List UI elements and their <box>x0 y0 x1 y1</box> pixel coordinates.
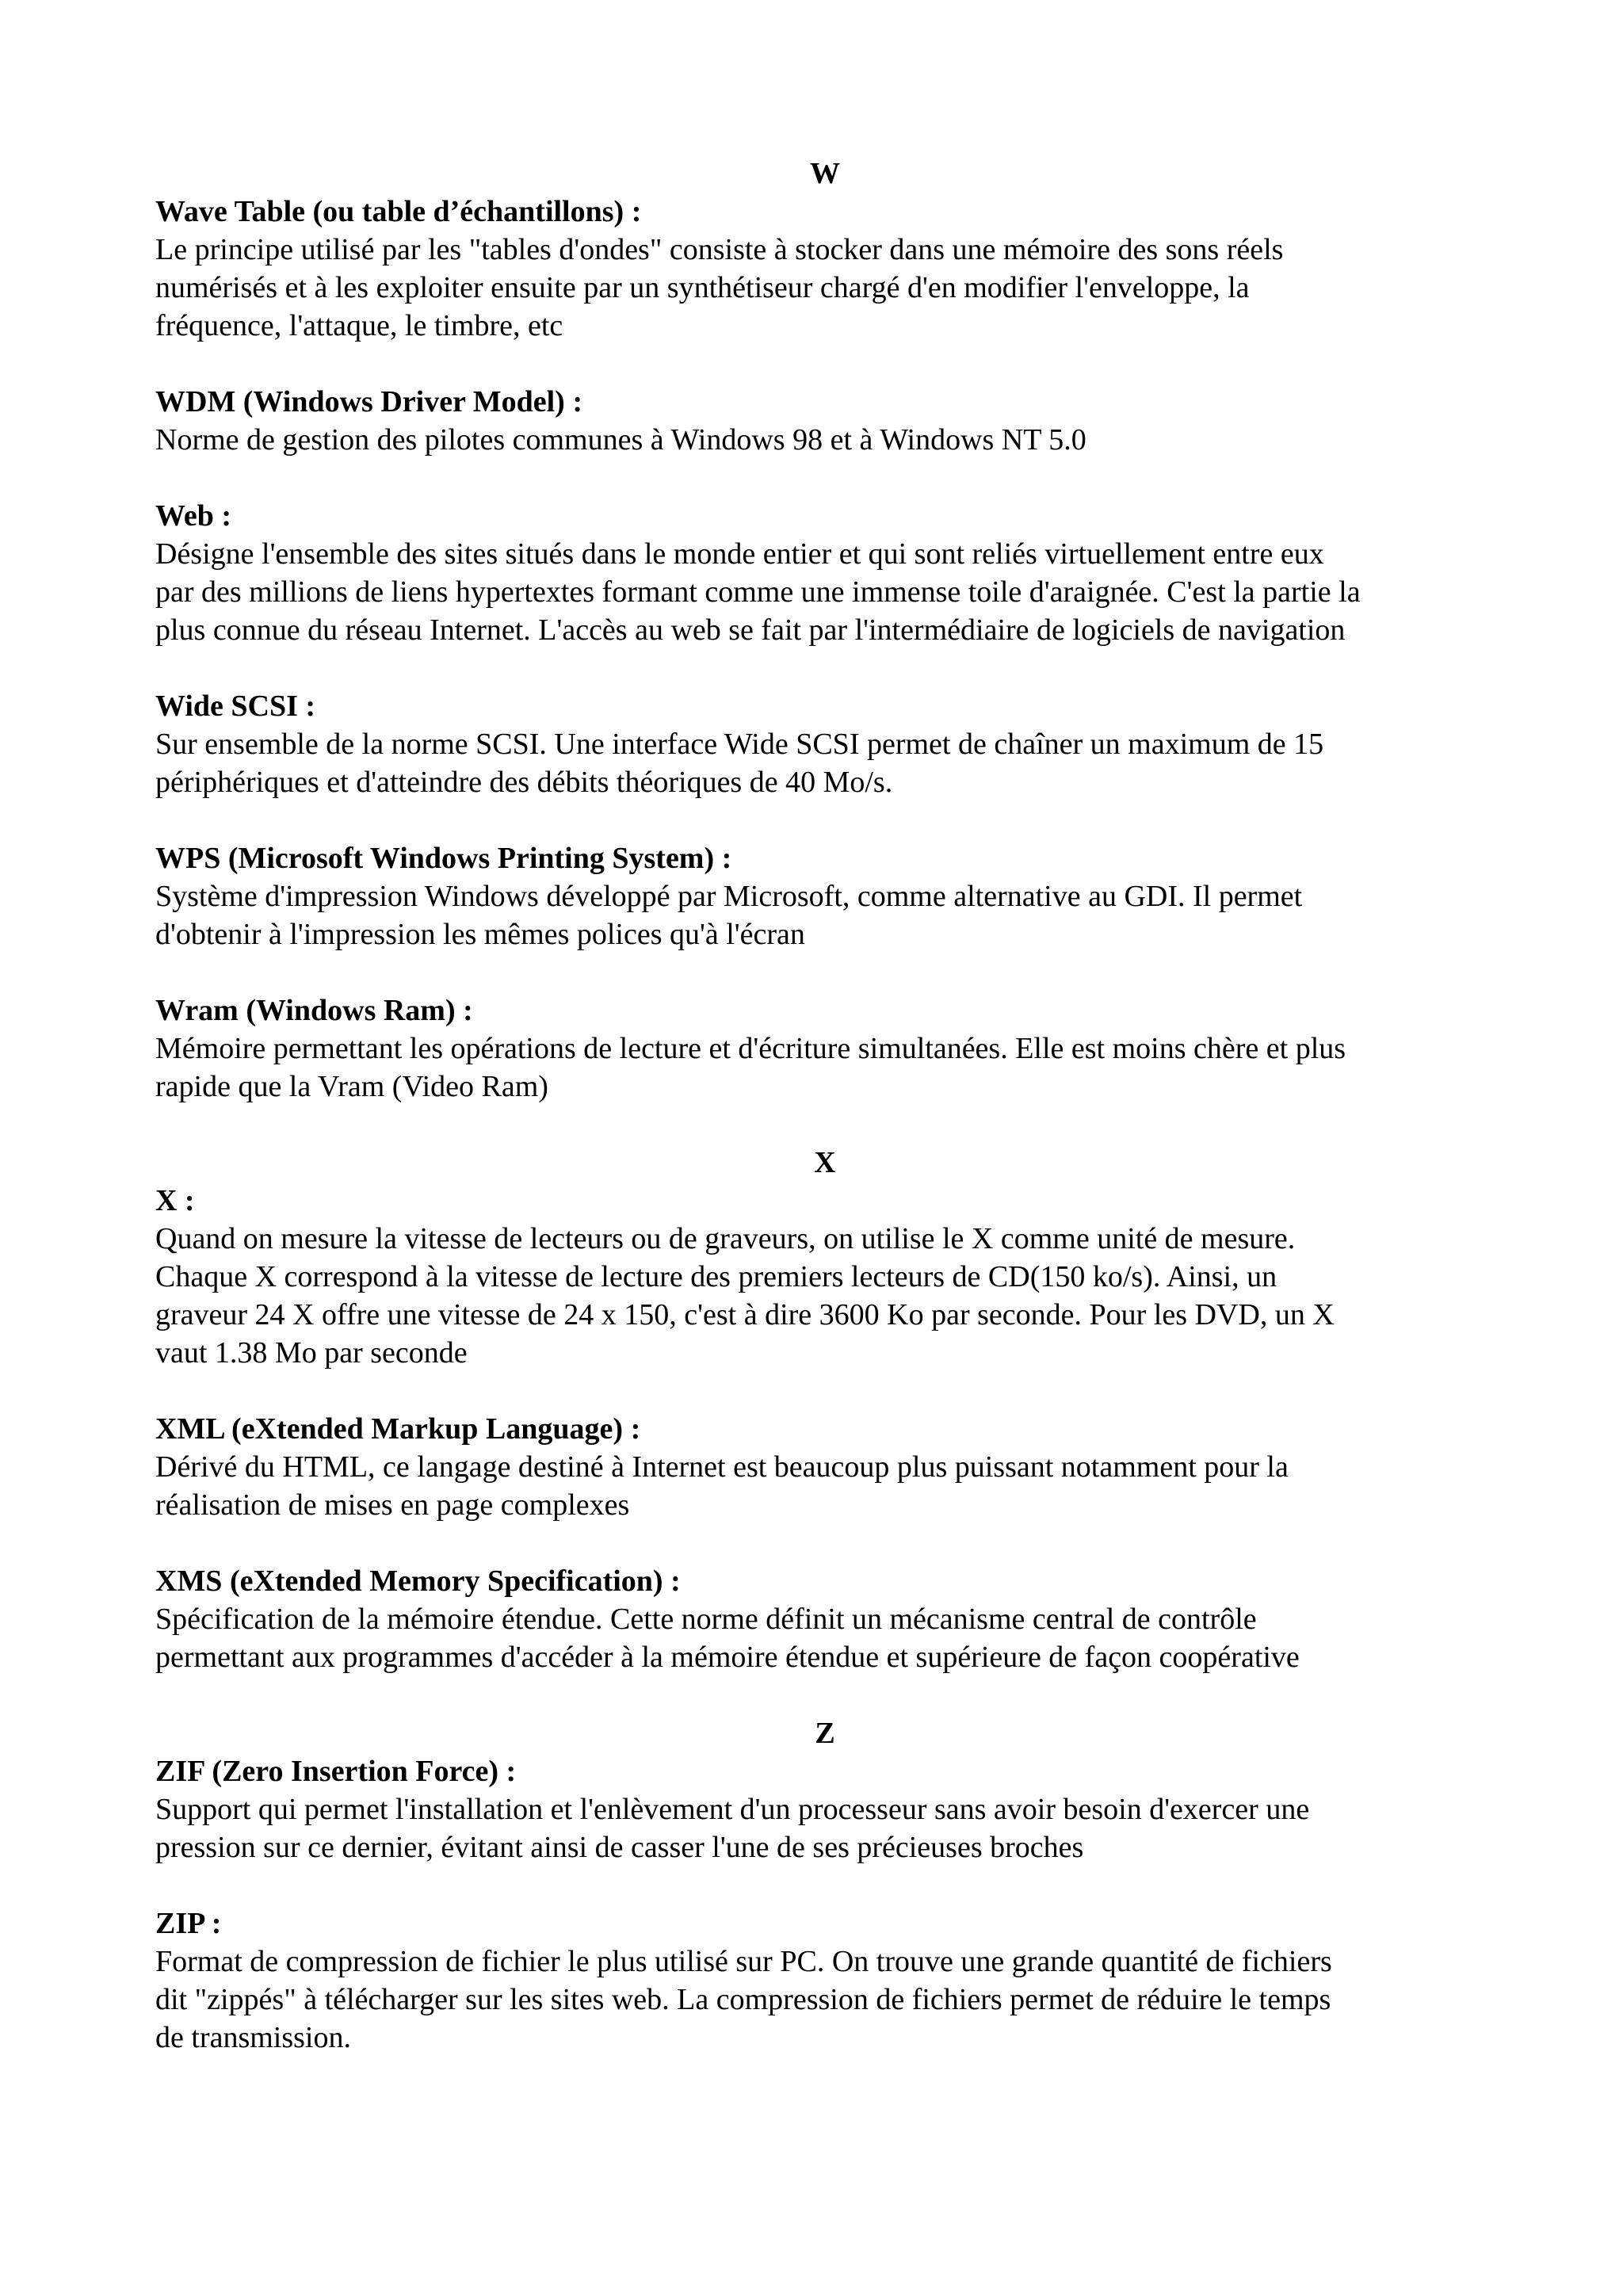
glossary-entry <box>155 383 1503 459</box>
glossary-entry <box>155 1182 1503 1372</box>
glossary-term: Wave Table (ou table d’échantillons) : <box>155 195 642 228</box>
definition-line: réalisation de mises en page complexes <box>155 1488 630 1522</box>
glossary-entry <box>155 1410 1503 1524</box>
definition-line: de transmission. <box>155 2021 351 2054</box>
glossary-entry <box>155 687 1503 801</box>
glossary-definition <box>155 1030 1503 1106</box>
glossary-term: X : <box>155 1184 195 1217</box>
glossary-entry <box>155 193 1503 345</box>
section-z <box>155 1714 1503 2057</box>
definition-line: fréquence, l'attaque, le timbre, etc <box>155 309 563 342</box>
definition-line: Spécification de la mémoire étendue. Cette norme définit un mécanisme central de contrôle <box>155 1603 1257 1636</box>
glossary-entry <box>155 1904 1503 2057</box>
definition-line: Quand on mesure la vitesse de lecteurs ou de graveurs, on utilise le X comme unité de mesure. <box>155 1222 1296 1255</box>
glossary-term: WPS (Microsoft Windows Printing System) : <box>155 842 732 875</box>
glossary-definition <box>155 421 1503 459</box>
definition-line: Dérivé du HTML, ce langage destiné à Internet est beaucoup plus puissant notamment pour la <box>155 1450 1289 1484</box>
glossary-term: Web : <box>155 499 232 533</box>
definition-line: par des millions de liens hypertextes formant comme une immense toile d'araignée. C'est la partie la <box>155 575 1361 609</box>
definition-line: Support qui permet l'installation et l'enlèvement d'un processeur sans avoir besoin d'exercer une <box>155 1793 1310 1826</box>
glossary-entry <box>155 497 1503 649</box>
glossary-definition <box>155 1790 1503 1866</box>
definition-line: plus connue du réseau Internet. L'accès au web se fait par l'intermédiaire de logiciels de navigation <box>155 613 1346 647</box>
section-w <box>155 155 1503 1106</box>
definition-line: Sur ensemble de la norme SCSI. Une interface Wide SCSI permet de chaîner un maximum de 15 <box>155 728 1324 761</box>
glossary-term: ZIF (Zero Insertion Force) : <box>155 1755 517 1788</box>
glossary-definition <box>155 877 1503 953</box>
definition-line: vaut 1.38 Mo par seconde <box>155 1336 468 1370</box>
glossary-term: XMS (eXtended Memory Specification) : <box>155 1564 681 1598</box>
definition-line: d'obtenir à l'impression les mêmes polices qu'à l'écran <box>155 918 805 951</box>
glossary-entry <box>155 1562 1503 1676</box>
section-letter-heading: X <box>814 1146 836 1179</box>
glossary-term: WDM (Windows Driver Model) : <box>155 385 582 418</box>
definition-line: permettant aux programmes d'accéder à la mémoire étendue et supérieure de façon coopérative <box>155 1641 1300 1674</box>
glossary-entry <box>155 991 1503 1106</box>
glossary-entry <box>155 839 1503 953</box>
glossary-definition <box>155 1448 1503 1524</box>
glossary-definition <box>155 1943 1503 2057</box>
glossary-definition <box>155 1220 1503 1372</box>
glossary-term: XML (eXtended Markup Language) : <box>155 1412 641 1446</box>
section-letter-heading: W <box>810 157 840 190</box>
glossary-entry <box>155 1752 1503 1866</box>
definition-line: Le principe utilisé par les "tables d'ondes" consiste à stocker dans une mémoire des sons réels <box>155 233 1284 266</box>
glossary-content <box>155 155 1503 2095</box>
definition-line: rapide que la Vram (Video Ram) <box>155 1070 548 1103</box>
definition-line: Norme de gestion des pilotes communes à Windows 98 et à Windows NT 5.0 <box>155 423 1086 457</box>
definition-line: numérisés et à les exploiter ensuite par un synthétiseur chargé d'en modifier l'enveloppe, la <box>155 271 1250 304</box>
definition-line: Désigne l'ensemble des sites situés dans le monde entier et qui sont reliés virtuellement entre eux <box>155 537 1324 571</box>
definition-line: Chaque X correspond à la vitesse de lecture des premiers lecteurs de CD(150 ko/s). Ainsi, un <box>155 1260 1277 1293</box>
definition-line: Format de compression de fichier le plus utilisé sur PC. On trouve une grande quantité de fichiers <box>155 1945 1332 1978</box>
section-x <box>155 1144 1503 1676</box>
glossary-definition <box>155 1600 1503 1676</box>
glossary-term: ZIP : <box>155 1907 222 1940</box>
section-letter-heading: Z <box>815 1717 835 1750</box>
definition-line: pression sur ce dernier, évitant ainsi de casser l'une de ses précieuses broches <box>155 1831 1084 1864</box>
definition-line: périphériques et d'atteindre des débits théoriques de 40 Mo/s. <box>155 766 893 799</box>
definition-line: graveur 24 X offre une vitesse de 24 x 150, c'est à dire 3600 Ko par seconde. Pour les DVD, un X <box>155 1298 1335 1331</box>
glossary-definition <box>155 535 1503 649</box>
glossary-term: Wide SCSI : <box>155 690 316 723</box>
glossary-definition <box>155 725 1503 801</box>
glossary-term: Wram (Windows Ram) : <box>155 994 473 1027</box>
definition-line: Système d'impression Windows développé par Microsoft, comme alternative au GDI. Il permet <box>155 880 1303 913</box>
glossary-definition <box>155 231 1503 345</box>
definition-line: Mémoire permettant les opérations de lecture et d'écriture simultanées. Elle est moins chère et plus <box>155 1032 1346 1065</box>
definition-line: dit "zippés" à télécharger sur les sites web. La compression de fichiers permet de réduire le temps <box>155 1983 1331 2016</box>
